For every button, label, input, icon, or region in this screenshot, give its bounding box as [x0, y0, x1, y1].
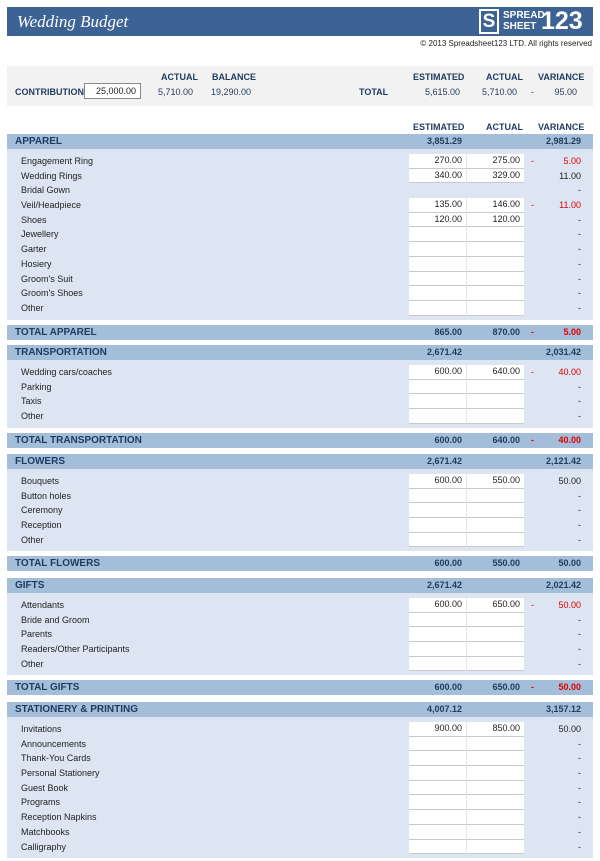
- actual-input[interactable]: [467, 810, 524, 825]
- actual-input[interactable]: 275.00: [467, 154, 524, 169]
- estimated-input[interactable]: [409, 503, 466, 518]
- estimated-input[interactable]: [409, 781, 466, 796]
- item-label: Attendants: [21, 600, 65, 610]
- item-variance: -: [578, 658, 581, 669]
- section-gifts: [7, 578, 593, 695]
- item-label: Parking: [21, 381, 52, 392]
- item-variance: -: [578, 288, 581, 299]
- item-variance: -: [578, 738, 581, 749]
- estimated-input[interactable]: [409, 751, 466, 766]
- item-variance: -: [578, 644, 581, 655]
- budget-item-row: [7, 598, 593, 613]
- actual-input[interactable]: [467, 533, 524, 548]
- item-label: Other: [21, 534, 44, 545]
- actual-input[interactable]: [467, 766, 524, 781]
- section-total-estimated: 865.00: [434, 326, 462, 337]
- item-variance: 11.00: [559, 200, 581, 211]
- copyright-notice: © 2013 Spreadsheet123 LTD. All rights reserved: [420, 39, 592, 48]
- item-variance: -: [578, 381, 581, 392]
- estimated-input[interactable]: 600.00: [409, 365, 466, 380]
- item-label: Wedding Rings: [21, 170, 82, 181]
- section-header: [7, 702, 593, 717]
- actual-input[interactable]: [467, 781, 524, 796]
- item-label: Shoes: [21, 214, 47, 225]
- item-variance: -: [578, 753, 581, 764]
- section-budget: 2,671.42: [426, 580, 462, 590]
- actual-input[interactable]: [467, 795, 524, 810]
- summary-variance-header: VARIANCE: [538, 72, 585, 82]
- section-total-actual: 870.00: [492, 326, 520, 337]
- budget-item-row: [7, 365, 593, 380]
- section-total-estimated: 600.00: [434, 434, 462, 445]
- budget-item-row: [7, 518, 593, 533]
- item-variance: -: [578, 782, 581, 793]
- budget-item-row: [7, 722, 593, 737]
- item-label: Bouquets: [21, 476, 60, 486]
- section-budget: 4,007.12: [426, 704, 462, 714]
- estimated-input[interactable]: [409, 301, 466, 316]
- estimated-input[interactable]: [409, 227, 466, 242]
- actual-input[interactable]: [467, 227, 524, 242]
- item-variance: -: [578, 490, 581, 501]
- section-title: GIFTS: [15, 580, 45, 591]
- section-remaining: 2,021.42: [545, 580, 581, 590]
- column-header-estimated: ESTIMATED: [413, 122, 465, 132]
- budget-item-row: [7, 627, 593, 642]
- summary-estimated-header: ESTIMATED: [413, 72, 465, 82]
- contribution-label: CONTRIBUTION: [15, 87, 84, 97]
- item-variance: -: [578, 214, 581, 225]
- summary-balance-header: BALANCE: [212, 72, 256, 82]
- actual-input[interactable]: [467, 242, 524, 257]
- estimated-input[interactable]: [409, 272, 466, 287]
- section-total-actual: 640.00: [492, 434, 520, 445]
- section-header: [7, 578, 593, 593]
- estimated-input[interactable]: 135.00: [409, 198, 466, 213]
- item-variance: -: [578, 258, 581, 269]
- section-transportation: [7, 345, 593, 448]
- summary-total-actual-value: 5,710.00: [482, 87, 518, 97]
- section-items: [7, 149, 593, 320]
- item-variance: 50.00: [558, 476, 581, 486]
- estimated-input[interactable]: [409, 257, 466, 272]
- item-variance: -: [578, 244, 581, 255]
- budget-item-row: [7, 154, 593, 169]
- negative-variance-marker: -: [531, 682, 534, 693]
- item-label: Hosiery: [21, 258, 52, 269]
- budget-item-row: [7, 795, 593, 810]
- summary-variance-dash: -: [531, 87, 534, 97]
- actual-input[interactable]: [467, 613, 524, 628]
- item-label: Veil/Headpiece: [21, 200, 82, 211]
- logo-s-mark: S: [479, 9, 499, 34]
- title-bar: [7, 7, 593, 36]
- actual-input[interactable]: [467, 394, 524, 409]
- estimated-input[interactable]: 120.00: [409, 213, 466, 228]
- budget-item-row: [7, 169, 593, 184]
- budget-item-row: [7, 642, 593, 657]
- estimated-input[interactable]: [409, 840, 466, 855]
- section-total-row: [7, 325, 593, 340]
- actual-input[interactable]: [467, 489, 524, 504]
- item-variance: -: [578, 841, 581, 852]
- section-items: [7, 717, 593, 858]
- section-total-variance: 50.00: [558, 682, 581, 693]
- budget-item-row: [7, 781, 593, 796]
- section-total-label: TOTAL GIFTS: [15, 682, 80, 694]
- item-variance: 11.00: [559, 170, 581, 181]
- item-label: Readers/Other Participants: [21, 644, 130, 655]
- budget-item-row: [7, 409, 593, 424]
- estimated-input[interactable]: [409, 766, 466, 781]
- actual-input[interactable]: [467, 840, 524, 855]
- budget-item-row: [7, 840, 593, 855]
- summary-actual-value: 5,710.00: [158, 87, 194, 97]
- estimated-input[interactable]: [409, 533, 466, 548]
- budget-item-row: [7, 213, 593, 228]
- estimated-input[interactable]: [409, 489, 466, 504]
- item-variance: -: [578, 534, 581, 545]
- budget-item-row: [7, 751, 593, 766]
- estimated-input[interactable]: [409, 642, 466, 657]
- item-variance: -: [578, 411, 581, 422]
- estimated-input[interactable]: 340.00: [409, 169, 466, 184]
- estimated-input[interactable]: [409, 613, 466, 628]
- section-total-actual: 650.00: [492, 682, 520, 693]
- item-variance: -: [578, 768, 581, 779]
- page-title: Wedding Budget: [17, 12, 129, 31]
- estimated-input[interactable]: [409, 627, 466, 642]
- actual-input[interactable]: [467, 627, 524, 642]
- section-items: [7, 593, 593, 675]
- section-total-actual: 550.00: [492, 558, 520, 569]
- item-label: Ceremony: [21, 505, 63, 516]
- negative-variance-marker: -: [531, 156, 534, 166]
- section-remaining: 2,031.42: [545, 347, 581, 357]
- item-variance: -: [578, 396, 581, 407]
- estimated-input[interactable]: [409, 394, 466, 409]
- logo-wordmark: [503, 10, 545, 32]
- actual-input[interactable]: 146.00: [467, 198, 524, 213]
- estimated-input[interactable]: 900.00: [409, 722, 466, 737]
- budget-item-row: [7, 766, 593, 781]
- section-budget: 2,671.42: [426, 347, 462, 357]
- estimated-input[interactable]: [409, 380, 466, 395]
- negative-variance-marker: -: [531, 326, 534, 337]
- section-remaining: 3,157.12: [545, 704, 581, 714]
- estimated-input[interactable]: [409, 409, 466, 424]
- item-label: Other: [21, 411, 44, 422]
- item-label: Thank-You Cards: [21, 753, 91, 764]
- logo-line-2: SHEET: [503, 21, 537, 32]
- section-header: [7, 345, 593, 360]
- actual-input[interactable]: [467, 257, 524, 272]
- section-header: [7, 454, 593, 469]
- actual-input[interactable]: [467, 301, 524, 316]
- item-variance: -: [578, 302, 581, 313]
- actual-input[interactable]: [467, 657, 524, 672]
- budget-item-row: [7, 474, 593, 489]
- actual-input[interactable]: [467, 737, 524, 752]
- item-label: Jewellery: [21, 229, 59, 240]
- item-variance: 40.00: [558, 367, 581, 377]
- section-total-label: TOTAL FLOWERS: [15, 558, 100, 570]
- budget-item-row: [7, 198, 593, 213]
- budget-item-row: [7, 286, 593, 301]
- item-label: Invitations: [21, 724, 62, 734]
- section-flowers: [7, 454, 593, 571]
- actual-input[interactable]: [467, 409, 524, 424]
- estimated-input[interactable]: [409, 657, 466, 672]
- summary-panel: [7, 66, 593, 106]
- column-header-variance: VARIANCE: [538, 122, 585, 132]
- negative-variance-marker: -: [531, 200, 534, 211]
- budget-item-row: [7, 489, 593, 504]
- actual-input[interactable]: [467, 272, 524, 287]
- summary-total-label: TOTAL: [359, 87, 389, 97]
- budget-item-row: [7, 825, 593, 840]
- actual-input[interactable]: [467, 503, 524, 518]
- column-header-actual: ACTUAL: [486, 122, 523, 132]
- logo-number: 123: [541, 7, 583, 35]
- section-title: FLOWERS: [15, 456, 65, 467]
- item-label: Bride and Groom: [21, 614, 90, 625]
- section-remaining: 2,981.29: [545, 136, 581, 146]
- item-variance: 50.00: [558, 724, 581, 734]
- section-total-variance: 40.00: [558, 434, 581, 445]
- item-label: Taxis: [21, 396, 42, 407]
- section-total-estimated: 600.00: [434, 558, 462, 569]
- spreadsheet123-logo: [479, 9, 587, 34]
- item-label: Calligraphy: [21, 841, 67, 852]
- item-label: Groom's Shoes: [21, 288, 83, 299]
- section-apparel: [7, 134, 593, 340]
- budget-item-row: [7, 301, 593, 316]
- item-label: Engagement Ring: [21, 156, 94, 166]
- actual-input[interactable]: 640.00: [467, 365, 524, 380]
- budget-item-row: [7, 503, 593, 518]
- estimated-input[interactable]: 600.00: [409, 598, 466, 613]
- item-label: Announcements: [21, 738, 87, 749]
- budget-item-row: [7, 613, 593, 628]
- section-remaining: 2,121.42: [545, 456, 581, 466]
- section-total-row: [7, 556, 593, 571]
- estimated-input[interactable]: [409, 810, 466, 825]
- item-variance: -: [578, 505, 581, 516]
- item-label: Button holes: [21, 490, 72, 501]
- item-variance: -: [578, 614, 581, 625]
- budget-item-row: [7, 737, 593, 752]
- negative-variance-marker: -: [531, 367, 534, 377]
- section-items: [7, 360, 593, 428]
- actual-input[interactable]: [467, 825, 524, 840]
- item-label: Garter: [21, 244, 47, 255]
- budget-item-row: [7, 394, 593, 409]
- budget-item-row: [7, 533, 593, 548]
- actual-input[interactable]: [467, 286, 524, 301]
- section-budget: 2,671.42: [426, 456, 462, 466]
- item-label: Reception: [21, 520, 62, 531]
- item-variance: -: [578, 520, 581, 531]
- item-label: Reception Napkins: [21, 812, 97, 823]
- summary-actual-header: ACTUAL: [161, 72, 198, 82]
- item-variance: -: [578, 229, 581, 240]
- section-stationery-printing: [7, 702, 593, 858]
- section-total-variance: 5.00: [563, 326, 581, 337]
- actual-input[interactable]: 120.00: [467, 213, 524, 228]
- section-title: APPAREL: [15, 136, 63, 147]
- estimated-input[interactable]: [409, 518, 466, 533]
- item-variance: -: [578, 812, 581, 823]
- item-label: Personal Stationery: [21, 768, 100, 779]
- item-variance: -: [578, 826, 581, 837]
- section-total-row: [7, 680, 593, 695]
- budget-item-row: [7, 810, 593, 825]
- section-total-label: TOTAL TRANSPORTATION: [15, 434, 142, 446]
- actual-input[interactable]: [467, 380, 524, 395]
- item-label: Wedding cars/coaches: [21, 367, 112, 377]
- item-variance: -: [578, 797, 581, 808]
- summary-balance-value: 19,290.00: [211, 87, 252, 97]
- budget-item-row: [7, 183, 593, 198]
- section-budget: 3,851.29: [426, 136, 462, 146]
- item-label: Parents: [21, 629, 53, 640]
- item-label: Groom's Suit: [21, 273, 73, 284]
- summary-estimated-value: 5,615.00: [425, 87, 461, 97]
- actual-input[interactable]: [467, 518, 524, 533]
- section-items: [7, 469, 593, 551]
- estimated-input[interactable]: [409, 286, 466, 301]
- summary-variance-value: 95.00: [554, 87, 577, 97]
- item-variance: 5.00: [563, 156, 581, 166]
- item-variance: 50.00: [558, 600, 581, 610]
- section-total-estimated: 600.00: [434, 682, 462, 693]
- actual-input[interactable]: 850.00: [467, 722, 524, 737]
- item-label: Programs: [21, 797, 61, 808]
- estimated-input[interactable]: [409, 825, 466, 840]
- item-label: Other: [21, 658, 44, 669]
- item-variance: -: [578, 273, 581, 284]
- negative-variance-marker: -: [531, 600, 534, 610]
- actual-input[interactable]: 550.00: [467, 474, 524, 489]
- item-label: Matchbooks: [21, 826, 70, 837]
- section-title: STATIONERY & PRINTING: [15, 704, 138, 715]
- actual-input[interactable]: 329.00: [467, 169, 524, 184]
- section-total-variance: 50.00: [558, 558, 581, 569]
- actual-input[interactable]: [467, 751, 524, 766]
- estimated-input[interactable]: [409, 737, 466, 752]
- item-label: Bridal Gown: [21, 185, 71, 196]
- budget-item-row: [7, 227, 593, 242]
- item-variance: -: [578, 185, 581, 196]
- contribution-input[interactable]: 25,000.00: [84, 83, 141, 99]
- section-header: [7, 134, 593, 149]
- negative-variance-marker: -: [531, 434, 534, 445]
- section-total-row: [7, 433, 593, 448]
- item-label: Other: [21, 302, 44, 313]
- section-total-label: TOTAL APPAREL: [15, 326, 97, 338]
- item-label: Guest Book: [21, 782, 69, 793]
- section-title: TRANSPORTATION: [15, 347, 107, 358]
- estimated-input[interactable]: 600.00: [409, 474, 466, 489]
- actual-input[interactable]: [467, 642, 524, 657]
- budget-item-row: [7, 257, 593, 272]
- budget-item-row: [7, 657, 593, 672]
- actual-input[interactable]: 650.00: [467, 598, 524, 613]
- item-variance: -: [578, 629, 581, 640]
- estimated-input[interactable]: [409, 242, 466, 257]
- logo-line-1: SPREAD: [503, 10, 545, 21]
- estimated-input[interactable]: 270.00: [409, 154, 466, 169]
- estimated-input[interactable]: [409, 795, 466, 810]
- budget-item-row: [7, 242, 593, 257]
- budget-item-row: [7, 272, 593, 287]
- summary-total-actual-header: ACTUAL: [486, 72, 523, 82]
- budget-item-row: [7, 380, 593, 395]
